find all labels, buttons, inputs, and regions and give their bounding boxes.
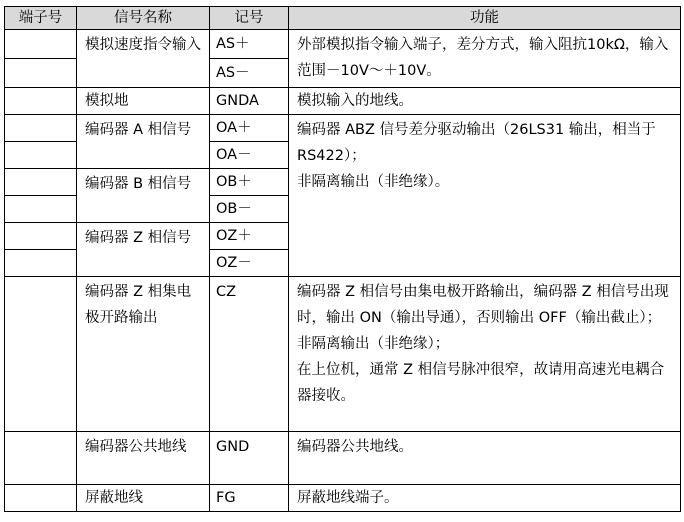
signal-name-as: 模拟速度指令输入 [77,30,210,88]
terminal-cell [5,30,77,59]
table-row [5,30,681,59]
code-fg: FG [210,485,289,512]
code-oa-plus: OA＋ [210,115,289,142]
function-cz-line2: 非隔离输出（非绝缘）； [297,336,450,352]
terminal-cell [5,88,77,115]
function-gnda: 模拟输入的地线。 [289,88,681,115]
signal-name-gnd: 编码器公共地线 [77,432,210,485]
signal-name-cz: 编码器 Z 相集电极开路输出 [77,277,210,432]
terminal-cell [5,169,77,196]
header-code: 记号 [210,7,289,30]
function-cz [289,277,681,432]
code-oz-plus: OZ＋ [210,223,289,250]
function-fg: 屏蔽地线端子。 [289,485,681,512]
code-ob-plus: OB＋ [210,169,289,196]
code-oa-minus: OA－ [210,142,289,169]
function-cz-line3: 在上位机，通常 Z 相信号脉冲很窄，故请用高速光电耦合器接收。 [297,362,665,404]
header-name: 信号名称 [77,7,210,30]
code-as-plus: AS＋ [210,30,289,59]
terminal-cell [5,196,77,223]
function-as: 外部模拟指令输入端子，差分方式，输入阻抗10kΩ，输入范围－10V～＋10V。 [289,30,681,88]
header-row [5,7,681,30]
table-row [5,485,681,512]
table-row [5,432,681,485]
header-terminal: 端子号 [5,7,77,30]
terminal-cell [5,223,77,250]
signal-name-ob: 编码器 B 相信号 [77,169,210,223]
terminal-cell [5,485,77,512]
terminal-cell [5,277,77,432]
function-encoder-line1: 编码器 ABZ 信号差分驱动输出（26LS31 输出，相当于 RS422）； [297,122,656,164]
code-ob-minus: OB－ [210,196,289,223]
function-gnd: 编码器公共地线。 [289,432,681,485]
signal-name-gnda: 模拟地 [77,88,210,115]
signal-name-fg: 屏蔽地线 [77,485,210,512]
table-row [5,88,681,115]
table-row [5,115,681,142]
function-encoder-line2: 非隔离输出（非绝缘）。 [297,174,450,190]
code-as-minus: AS－ [210,59,289,88]
signal-name-oz: 编码器 Z 相信号 [77,223,210,277]
code-gnd: GND [210,432,289,485]
code-oz-minus: OZ－ [210,250,289,277]
terminal-cell [5,115,77,142]
terminal-cell [5,59,77,88]
signal-name-oa: 编码器 A 相信号 [77,115,210,169]
terminal-cell [5,432,77,485]
signal-table [4,6,681,512]
function-cz-line1: 编码器 Z 相信号由集电极开路输出，编码器 Z 相信号出现时，输出 ON（输出导通），否则输出 OFF（输出截止）； [297,284,669,326]
terminal-cell [5,250,77,277]
code-gnda: GNDA [210,88,289,115]
table-row [5,277,681,432]
terminal-cell [5,142,77,169]
function-encoder-abz [289,115,681,277]
header-function: 功能 [289,7,681,30]
code-cz: CZ [210,277,289,432]
